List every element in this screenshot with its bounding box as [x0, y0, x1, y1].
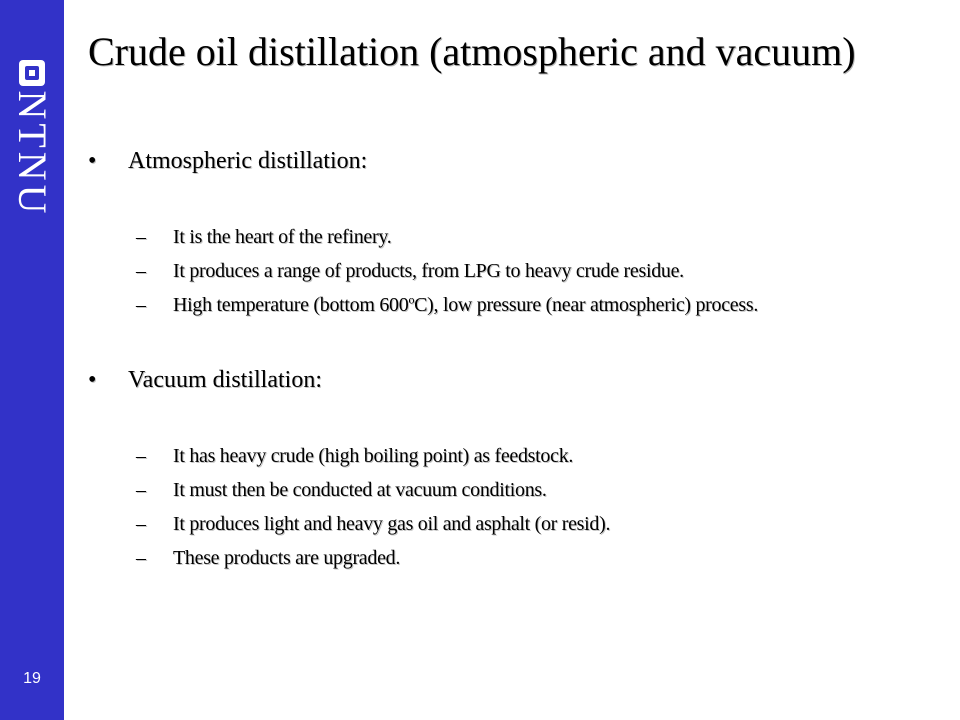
bullet-atmospheric-distillation: [88, 148, 367, 175]
subitem-heavy-crude-feedstock: [136, 445, 573, 468]
subitem-gas-oil-asphalt: [136, 513, 610, 536]
subitem-text: High temperature (bottom 600: [173, 294, 409, 316]
subitem-vacuum-conditions: [136, 479, 547, 502]
dash-marker: –: [136, 445, 146, 467]
dash-marker: –: [136, 547, 146, 569]
dash-marker: –: [136, 260, 146, 282]
dash-marker: –: [136, 479, 146, 501]
subitem-text: It produces light and heavy gas oil and asphalt (or resid).: [173, 513, 611, 535]
dash-marker: –: [136, 513, 146, 535]
degree-superscript: o: [408, 292, 415, 307]
subitem-heart-of-refinery: [136, 226, 391, 249]
subitem-temperature-pressure: [136, 294, 758, 317]
dash-marker: –: [136, 294, 146, 316]
bullet-label: Atmospheric distillation:: [128, 148, 368, 174]
subitem-text: It produces a range of products, from LPG to heavy crude residue.: [173, 260, 684, 282]
bullet-marker: •: [88, 148, 97, 174]
slide-title: Crude oil distillation (atmospheric and vacuum): [88, 29, 856, 74]
sidebar: [0, 0, 64, 720]
subitem-range-of-products: [136, 260, 684, 283]
subitem-text: It has heavy crude (high boiling point) as feedstock.: [173, 445, 574, 467]
ntnu-logo-text: NTNU: [10, 90, 55, 218]
bullet-vacuum-distillation: [88, 367, 322, 394]
slide-number: 19: [23, 670, 41, 687]
dash-marker: –: [136, 226, 146, 248]
subitem-text: It must then be conducted at vacuum conditions.: [173, 479, 547, 501]
subitem-products-upgraded: [136, 547, 400, 570]
subitem-text: It is the heart of the refinery.: [173, 226, 392, 248]
bullet-label: Vacuum distillation:: [128, 367, 322, 393]
bullet-marker: •: [88, 367, 97, 393]
subitem-text: These products are upgraded.: [173, 547, 401, 569]
ntnu-logo-icon: [19, 60, 45, 86]
slide-content: [88, 0, 948, 720]
subitem-text-continued: C), low pressure (near atmospheric) process.: [414, 294, 759, 316]
